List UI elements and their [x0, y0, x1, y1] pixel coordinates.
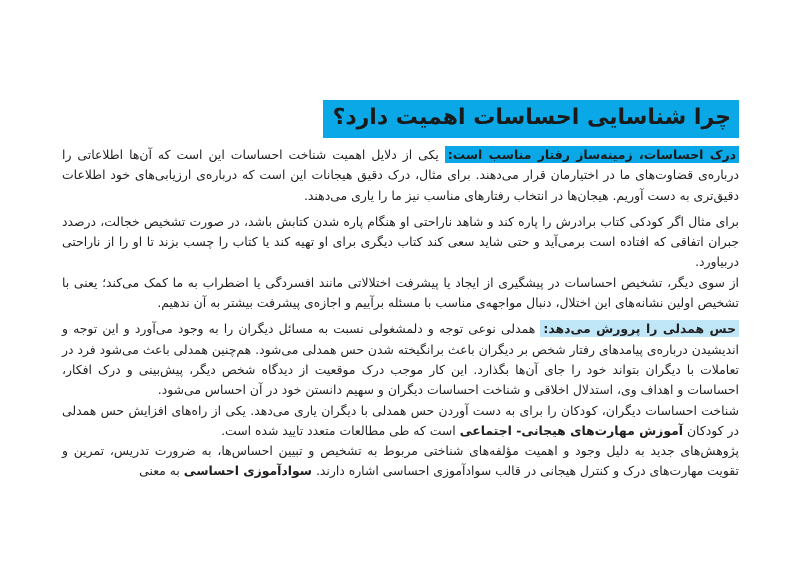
highlighted-lead-1: درک احساسات، زمینه‌ساز رفتار مناسب است:: [445, 146, 739, 163]
page-title: چرا شناسایی احساسات اهمیت دارد؟: [323, 100, 739, 138]
article-body: [62, 100, 739, 482]
paragraph-5-text-before: شناخت احساسات دیگران، کودکان را برای به دست آوردن حس همدلی با دیگران یاری می‌دهد. یکی از راه‌های افزایش حس همدلی در کودکان: [62, 402, 739, 438]
paragraph-4-text: همدلی نوعی توجه و دلمشغولی نسبت به مسائل دیگران را به وجود می‌آورد و این توجه و اندیشیدن درباره‌ی پیامدهای رفتار شخص بر دیگران باعث برانگیخته شدن حس همدلی می‌شود. هم‌چنین همدلی باعث می‌شود فرد در تعاملات با دیگران بتواند خود را جای آن‌ها بگذارد. این کار موجب درک موقعیت از دیدگاه شخص دیگر، پیش‌بینی و درک افکار، احساسات و اهداف وی، استدلال اخلاقی و شناخت احساسات دیگران و سهیم دانستن خود در آن احساس می‌شود.: [62, 321, 739, 398]
title-wrap: [62, 100, 739, 138]
paragraph-1-text: یکی از دلایل اهمیت شناخت احساسات این است که آن‌ها اطلاعاتی را درباره‌ی قضاوت‌های ما در اختیارمان قرار می‌دهند. برای مثال، درک دقیق هیجانات این است که درباره‌ی ارزیابی‌های خود اطلاعات دقیق‌تری به دست آوریم. هیجان‌ها در انتخاب رفتارهای مناسب نیز ما را یاری می‌دهند.: [62, 147, 739, 203]
paragraph-empathy: [62, 319, 739, 400]
paragraph-research: [62, 441, 739, 482]
paragraph-example: برای مثال اگر کودکی کتاب برادرش را پاره کند و شاهد ناراحتی او هنگام پاره شدن کتابش باشد، در صورت تشخیص خجالت، درصدد جبران اتفاقی که افتاده است برمی‌آید و حتی شاید سعی کند کتاب دیگری برای او تهیه کند یا کتاب را چسب بزند تا او را از ناراحتی دربیاورد.: [62, 213, 739, 270]
paragraph-prevention: از سوی دیگر، تشخیص احساسات در پیشگیری از ایجاد یا پیشرفت اختلالاتی مانند افسردگی یا اضطراب به ما کمک می‌کند؛ یعنی با تشخیص اولین نشانه‌های این اختلال، دنبال مواجهه‌ی مناسب با مسئله برآییم و اجازه‌ی پیشرفت بیشتر به آن ندهیم.: [62, 274, 739, 311]
bold-term-literacy: سوادآموزی احساسی: [183, 463, 312, 479]
paragraph-empathy-training: [62, 401, 739, 442]
paragraph-6-text-before: پژوهش‌های جدید به دلیل وجود و اهمیت مؤلفه‌های شناختی مربوط به تشخیص و تبیین احساس‌ها، به ضرورت تدریس، تمرین و تقویت مهارت‌های درک و کنترل هیجانی در قالب سوادآموزی احساسی اشاره دارند.: [62, 443, 739, 479]
highlighted-lead-2: حس همدلی را پرورش می‌دهد:: [540, 320, 739, 337]
bold-term-skills: آموزش مهارت‌های هیجانی- اجتماعی: [459, 422, 684, 438]
paragraph-emotions-behavior: [62, 145, 739, 206]
paragraph-5-text-after: است که طی مطالعات متعدد تایید شده است.: [221, 422, 460, 438]
paragraph-6-text-after: به معنی: [139, 463, 184, 479]
